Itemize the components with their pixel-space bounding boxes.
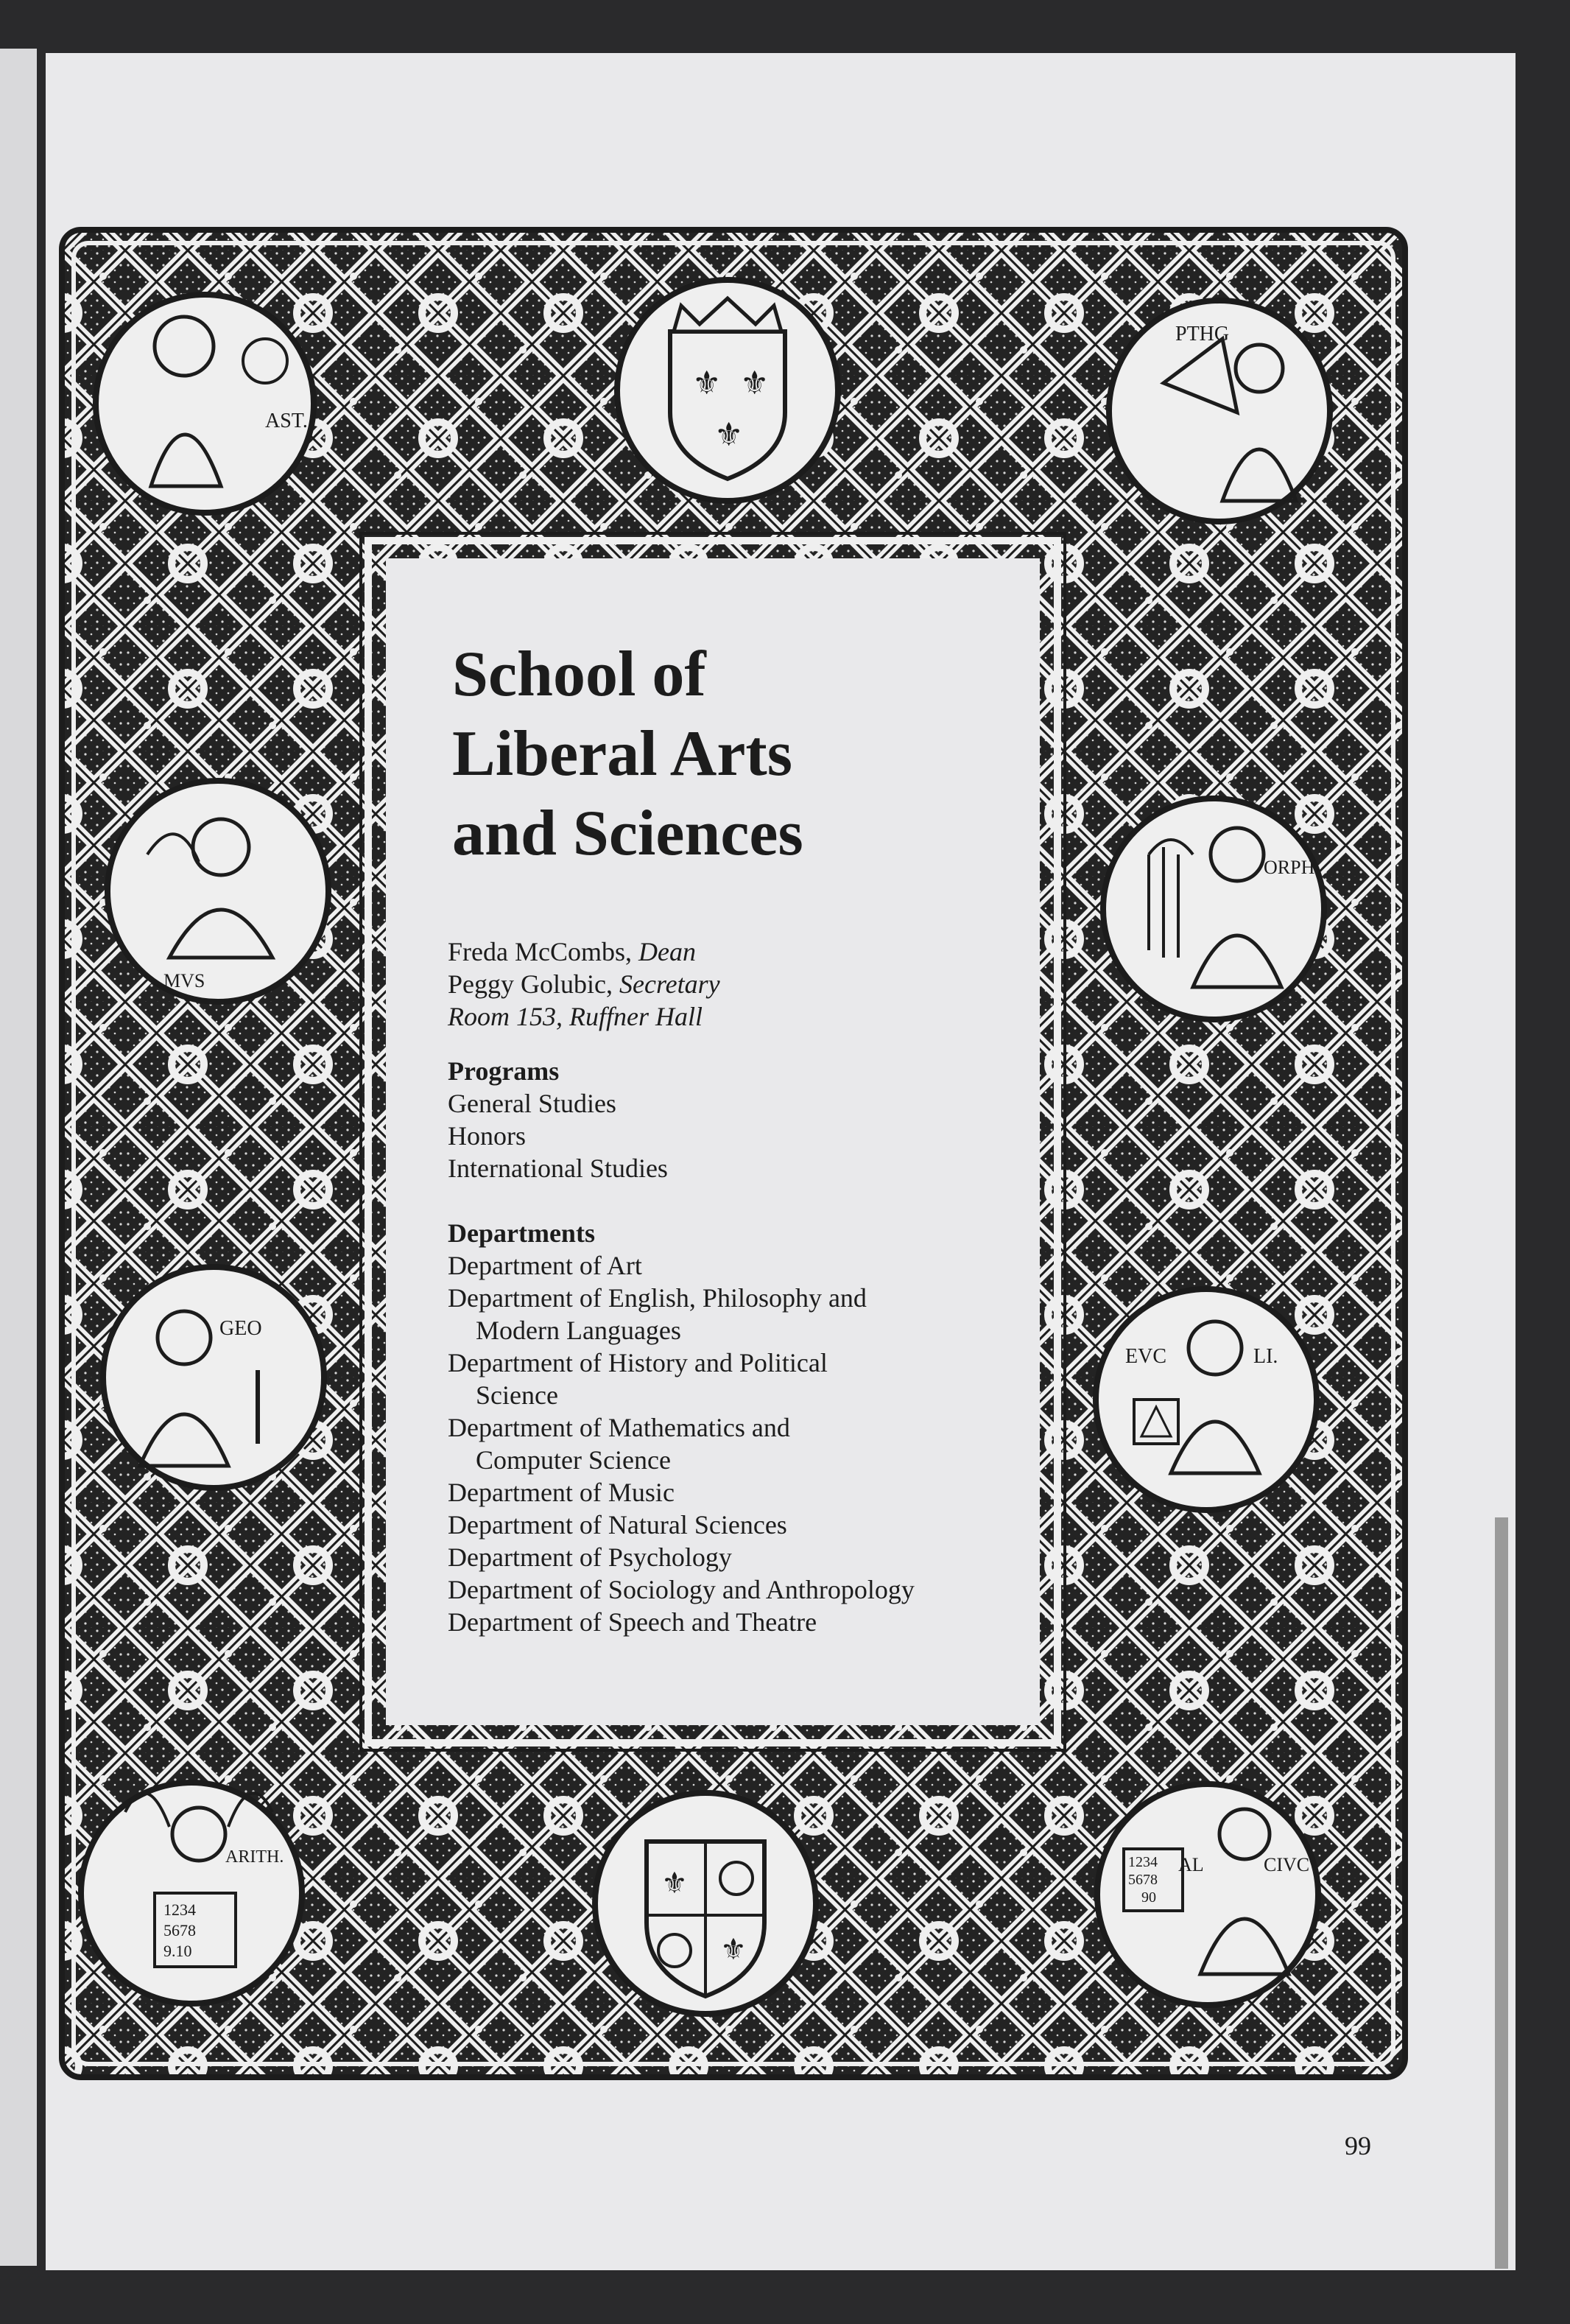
- page-number: 99: [1345, 2131, 1371, 2160]
- medallion-label-mvs: MVS: [163, 970, 205, 991]
- coat-of-arms-icon: [595, 1793, 816, 2014]
- svg-text:⚜: ⚜: [661, 1867, 688, 1900]
- medallion-label-al: AL: [1178, 1854, 1204, 1875]
- medallion-astronomy: [96, 295, 314, 513]
- department-item: Department of Speech and Theatre: [448, 1607, 817, 1637]
- departments-heading: Departments: [448, 1218, 595, 1248]
- department-item: Department of History and Political: [448, 1348, 828, 1377]
- medallion-label-orph: ORPH: [1264, 857, 1315, 878]
- department-item: Department of Music: [448, 1478, 675, 1507]
- medallion-label-evc: EVC: [1125, 1345, 1166, 1368]
- department-item: Department of Psychology: [448, 1542, 732, 1572]
- office-location: Room 153, Ruffner Hall: [448, 1002, 703, 1031]
- department-item-continued: Modern Languages: [476, 1316, 681, 1345]
- staff-dean-role: Dean: [638, 937, 696, 966]
- department-item-continued: Science: [476, 1380, 558, 1410]
- medallion-label-civc: CIVC: [1264, 1854, 1310, 1875]
- left-page-edge: [0, 49, 37, 2266]
- staff-dean: [448, 935, 915, 968]
- programs-heading: Programs: [448, 1056, 560, 1086]
- program-item: Honors: [448, 1121, 526, 1151]
- algebra-tablet-line-2: 5678: [1128, 1872, 1158, 1888]
- department-item-continued: Computer Science: [476, 1445, 671, 1475]
- medallion-algebra: [1097, 1784, 1318, 2005]
- department-item: Department of Art: [448, 1251, 642, 1280]
- medallion-label-pthg: PTHG: [1175, 323, 1230, 345]
- medallion-arithmetic: [81, 1783, 302, 2004]
- page-edge-strip: [1495, 1517, 1508, 2269]
- arithmetic-tablet-line-3: 9.10: [163, 1942, 192, 1960]
- medallion-orpheus: [1103, 798, 1324, 1019]
- department-item: Department of Natural Sciences: [448, 1510, 787, 1540]
- medallion-euclid: [1096, 1289, 1317, 1510]
- program-item: International Studies: [448, 1154, 668, 1183]
- department-item: Department of Mathematics and: [448, 1413, 790, 1442]
- medallion-pythagoras: [1109, 301, 1330, 522]
- title-line-2: Liberal Arts: [452, 718, 792, 790]
- medallion-label-arith: ARITH.: [225, 1847, 284, 1867]
- arithmetic-tablet-line-1: 1234: [163, 1900, 196, 1919]
- medallion-music: [108, 781, 328, 1002]
- algebra-tablet-line-3: 90: [1141, 1889, 1156, 1906]
- page-title: [452, 635, 803, 874]
- title-line-1: School of: [452, 639, 706, 710]
- svg-text:⚜: ⚜: [714, 416, 744, 454]
- staff-secretary-role: Secretary: [619, 969, 720, 999]
- svg-text:⚜: ⚜: [692, 365, 722, 402]
- department-item: Department of English, Philosophy and: [448, 1283, 867, 1313]
- title-line-3: and Sciences: [452, 798, 803, 869]
- medallion-label-li: LI.: [1253, 1345, 1278, 1368]
- staff-secretary: [448, 968, 915, 1000]
- medallion-label-ast: AST.: [265, 410, 308, 432]
- staff-dean-name: Freda McCombs,: [448, 937, 638, 966]
- body-text: [448, 935, 915, 1638]
- svg-text:⚜: ⚜: [720, 1933, 747, 1967]
- medallion-geometry: [103, 1267, 324, 1488]
- crown-shield-icon: [617, 280, 838, 501]
- svg-text:⚜: ⚜: [740, 365, 770, 402]
- program-item: General Studies: [448, 1089, 616, 1118]
- staff-secretary-name: Peggy Golubic,: [448, 969, 619, 999]
- department-item: Department of Sociology and Anthropology: [448, 1575, 915, 1604]
- arithmetic-tablet-line-2: 5678: [163, 1921, 196, 1939]
- algebra-tablet-line-1: 1234: [1128, 1854, 1158, 1870]
- medallion-label-geo: GEO: [219, 1317, 262, 1340]
